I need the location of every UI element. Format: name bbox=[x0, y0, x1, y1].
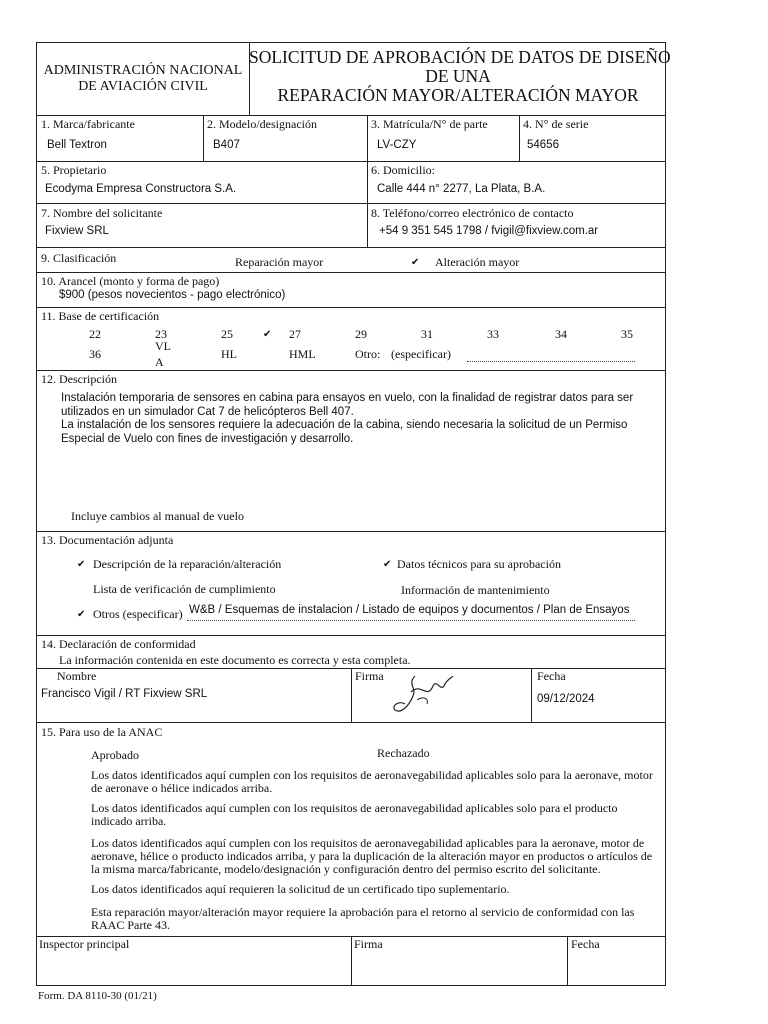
divider bbox=[37, 370, 665, 371]
check-mark-icon: ✔ bbox=[411, 257, 420, 268]
anac-statement-1 bbox=[91, 769, 665, 795]
applicant-value: Fixview SRL bbox=[45, 225, 109, 237]
description-label: 12. Descripción bbox=[41, 372, 117, 386]
model-label: 2. Modelo/designación bbox=[207, 117, 317, 131]
cert-option: 23 bbox=[155, 327, 167, 341]
anac-approved: Aprobado bbox=[91, 748, 139, 762]
anac-statement-3 bbox=[91, 837, 665, 876]
divider bbox=[367, 115, 368, 161]
divider bbox=[37, 247, 665, 248]
cert-option: 33 bbox=[487, 327, 499, 341]
statement-line: RAAC Parte 43. bbox=[91, 918, 170, 932]
contact-label: 8. Teléfono/correo electrónico de contacto bbox=[371, 206, 574, 220]
divider bbox=[37, 203, 665, 204]
statement-line: Esta reparación mayor/alteración mayor requiere la aprobación para el retorno al servicio de conformidad con las bbox=[91, 905, 635, 919]
declaration-label: 14. Declaración de conformidad bbox=[41, 637, 196, 651]
doc-item-other: Otros (especificar) bbox=[93, 607, 183, 621]
make-label: 1. Marca/fabricante bbox=[41, 117, 135, 131]
divider bbox=[37, 531, 665, 532]
check-mark-icon: ✔ bbox=[383, 559, 392, 570]
description-line: Instalación temporaria de sensores en cabina para ensayos en vuelo, con la finalidad de registrar datos para ser bbox=[61, 392, 634, 404]
statement-line: indicado arriba. bbox=[91, 814, 167, 828]
fee-value: $900 (pesos novecientos - pago electrónico) bbox=[59, 289, 286, 301]
anac-statement-2 bbox=[91, 802, 665, 828]
signer-name-label: Nombre bbox=[57, 669, 97, 683]
cert-option: 36 bbox=[89, 347, 101, 361]
doc-item-technical-data: Datos técnicos para su aprobación bbox=[397, 557, 561, 571]
divider bbox=[567, 936, 568, 986]
divider bbox=[531, 668, 532, 722]
manual-note: Incluye cambios al manual de vuelo bbox=[71, 509, 244, 523]
divider bbox=[519, 115, 520, 161]
cert-option: 27 bbox=[289, 327, 301, 341]
cert-option: 29 bbox=[355, 327, 367, 341]
check-mark-icon: ✔ bbox=[77, 559, 86, 570]
cert-option: 35 bbox=[621, 327, 633, 341]
cert-option: 22 bbox=[89, 327, 101, 341]
inspector-label: Inspector principal bbox=[39, 937, 130, 951]
divider bbox=[37, 635, 665, 636]
documentation-label: 13. Documentación adjunta bbox=[41, 533, 174, 547]
form-code: Form. DA 8110-30 (01/21) bbox=[38, 990, 157, 1002]
address-label: 6. Domicilio: bbox=[371, 163, 435, 177]
doc-item-checklist: Lista de verificación de cumplimiento bbox=[93, 582, 276, 596]
cert-other-specify: (especificar) bbox=[391, 347, 451, 361]
declaration-statement: La información contenida en este documento es correcta y esta completa. bbox=[59, 653, 411, 667]
description-line: La instalación de los sensores requiere la adecuación de la cabina, siendo necesaria la solicitud de un Permiso bbox=[61, 419, 628, 431]
model-value: B407 bbox=[213, 139, 240, 151]
divider bbox=[37, 307, 665, 308]
divider bbox=[37, 161, 665, 162]
divider bbox=[37, 115, 665, 116]
description-line: utilizados en un simulador Cat 7 de helicópteros Bell 407. bbox=[61, 405, 354, 418]
agency-line-2: DE AVIACIÓN CIVIL bbox=[78, 79, 208, 94]
serial-value: 54656 bbox=[527, 139, 559, 151]
divider bbox=[351, 668, 352, 722]
statement-line: aeronave, hélice o producto indicados arriba, y para la duplicación de la alteración mayor en productos o artículos de bbox=[91, 849, 653, 863]
inspector-signature-label: Firma bbox=[354, 937, 383, 951]
date-value: 09/12/2024 bbox=[537, 693, 595, 705]
statement-line: Los datos identificados aquí cumplen con los requisitos de aeronavegabilidad aplicables solo para la aeronave, motor bbox=[91, 768, 653, 782]
divider bbox=[367, 203, 368, 247]
anac-statement-5 bbox=[91, 906, 665, 932]
date-label: Fecha bbox=[537, 669, 566, 683]
form-container bbox=[36, 42, 671, 986]
classification-label: 9. Clasificación bbox=[41, 251, 117, 265]
title-line-1: SOLICITUD DE APROBACIÓN DE DATOS DE DISEÑO bbox=[249, 47, 671, 67]
registration-label: 3. Matrícula/N° de parte bbox=[371, 117, 488, 131]
description-line: Especial de Vuelo con fines de investigación y desarrollo. bbox=[61, 432, 354, 445]
fee-label: 10. Arancel (monto y forma de pago) bbox=[41, 274, 220, 288]
certification-label: 11. Base de certificación bbox=[41, 309, 160, 323]
doc-other-value: W&B / Esquemas de instalacion / Listado de equipos y documentos / Plan de Ensayos bbox=[189, 604, 630, 616]
description-text bbox=[61, 392, 661, 446]
divider bbox=[203, 115, 204, 161]
cert-option: 25 bbox=[221, 327, 233, 341]
inspector-date-label: Fecha bbox=[571, 937, 600, 951]
address-value: Calle 444 n° 2277, La Plata, B.A. bbox=[377, 183, 546, 195]
title-line-2: DE UNA bbox=[425, 66, 491, 86]
cert-option: HL bbox=[221, 347, 237, 361]
cert-option: 31 bbox=[421, 327, 433, 341]
contact-value: +54 9 351 545 1798 / fvigil@fixview.com.ar bbox=[379, 225, 599, 237]
cert-option: 34 bbox=[555, 327, 567, 341]
cert-option: A bbox=[155, 355, 164, 369]
title-line-3: REPARACIÓN MAYOR/ALTERACIÓN MAYOR bbox=[277, 85, 639, 105]
divider bbox=[351, 936, 352, 986]
check-mark-icon: ✔ bbox=[77, 609, 86, 620]
owner-label: 5. Propietario bbox=[41, 163, 107, 177]
signature-image bbox=[387, 670, 457, 720]
cert-other-label: Otro: bbox=[355, 347, 381, 361]
check-mark-icon: ✔ bbox=[263, 329, 272, 340]
agency-name bbox=[37, 63, 249, 95]
serial-label: 4. N° de serie bbox=[523, 117, 589, 131]
doc-other-field bbox=[187, 620, 635, 621]
owner-value: Ecodyma Empresa Constructora S.A. bbox=[45, 183, 237, 195]
classification-alteration-option: Alteración mayor bbox=[435, 255, 520, 269]
cert-other-field bbox=[467, 361, 635, 362]
anac-label: 15. Para uso de la ANAC bbox=[41, 725, 163, 739]
statement-line: Los datos identificados aquí cumplen con los requisitos de aeronavegabilidad aplicables solo para el producto bbox=[91, 801, 618, 815]
signer-name-value: Francisco Vigil / RT Fixview SRL bbox=[41, 688, 208, 700]
registration-value: LV-CZY bbox=[377, 139, 417, 151]
form-title bbox=[249, 47, 671, 105]
signature-label: Firma bbox=[355, 669, 384, 683]
statement-line: la misma marca/fabricante, modelo/designación y configuración dentro del permiso escrito del solicitante. bbox=[91, 862, 601, 876]
divider bbox=[367, 161, 368, 203]
doc-item-maintenance: Información de mantenimiento bbox=[401, 583, 550, 597]
classification-repair-option: Reparación mayor bbox=[235, 255, 324, 269]
doc-item-description: Descripción de la reparación/alteración bbox=[93, 557, 282, 571]
divider bbox=[37, 272, 665, 273]
cert-option: VL bbox=[155, 339, 171, 353]
anac-rejected: Rechazado bbox=[377, 746, 430, 760]
anac-statement-4: Los datos identificados aquí requieren la solicitud de un certificado tipo suplementario. bbox=[91, 882, 510, 896]
divider bbox=[37, 722, 665, 723]
applicant-label: 7. Nombre del solicitante bbox=[41, 206, 163, 220]
statement-line: Los datos identificados aquí cumplen con los requisitos de aeronavegabilidad aplicables para la aeronave, motor de bbox=[91, 836, 645, 850]
statement-line: de aeronave o hélice indicados arriba. bbox=[91, 781, 273, 795]
agency-line-1: ADMINISTRACIÓN NACIONAL bbox=[43, 63, 243, 78]
cert-option: HML bbox=[289, 347, 316, 361]
make-value: Bell Textron bbox=[47, 139, 107, 151]
